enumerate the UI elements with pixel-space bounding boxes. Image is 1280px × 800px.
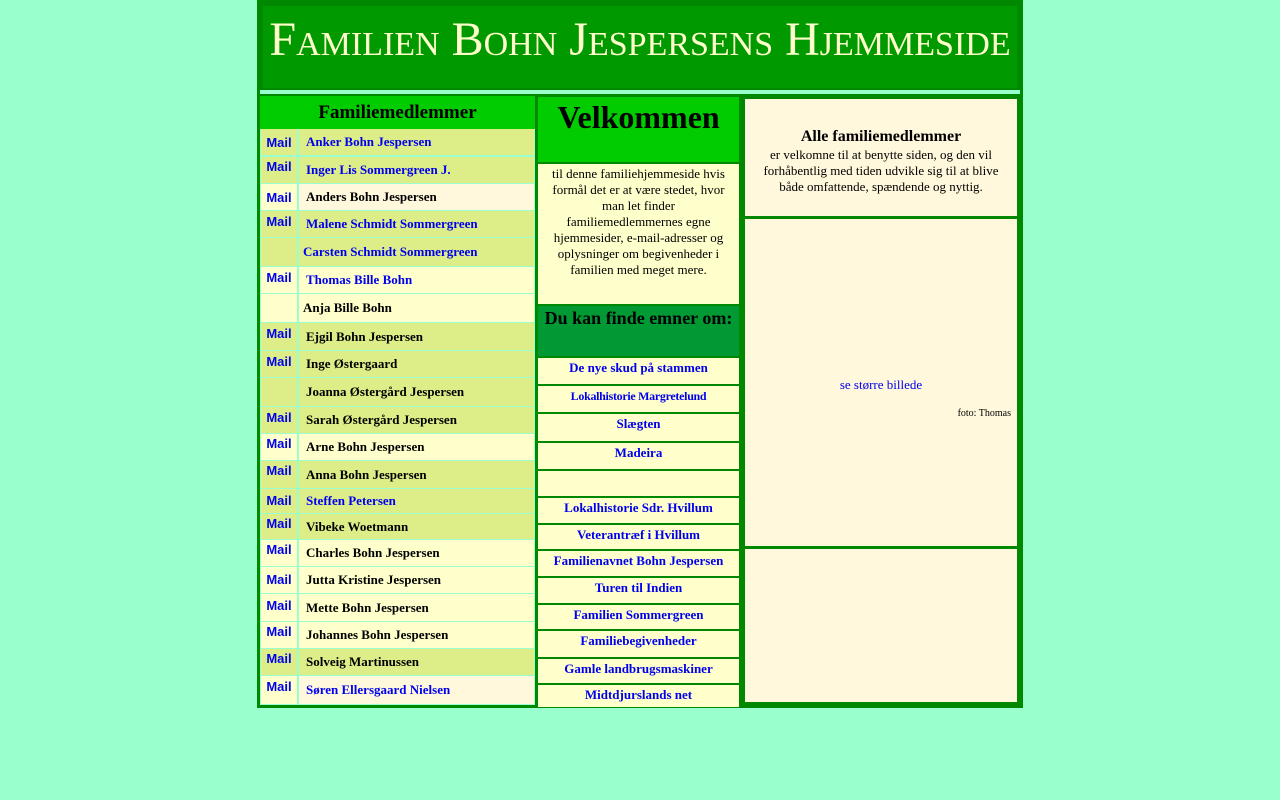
member-mail-link[interactable]: Mail — [261, 211, 297, 237]
member-mail-link[interactable]: Mail — [261, 434, 297, 460]
member-mail-link — [261, 238, 297, 266]
topic-link[interactable]: Familien Sommergreen — [538, 605, 739, 629]
all-members-box — [745, 99, 1017, 216]
member-mail-link[interactable]: Mail — [261, 184, 297, 210]
topic-empty — [538, 471, 739, 496]
member-name: Ejgil Bohn Jespersen — [299, 323, 534, 350]
member-name[interactable]: Thomas Bille Bohn — [299, 267, 534, 293]
member-row — [260, 567, 535, 594]
member-row — [260, 323, 535, 351]
member-name: Arne Bohn Jespersen — [299, 434, 534, 460]
member-mail-link[interactable]: Mail — [261, 351, 297, 377]
member-name[interactable]: Anker Bohn Jespersen — [299, 129, 534, 155]
bigger-image-link[interactable]: se større billede — [839, 377, 923, 392]
member-name: Solveig Martinussen — [299, 649, 534, 675]
member-row — [260, 294, 535, 323]
member-row — [260, 649, 535, 676]
topic-link[interactable]: Gamle landbrugsmaskiner — [538, 659, 739, 683]
member-name: Anja Bille Bohn — [299, 294, 534, 322]
member-mail-link — [261, 378, 297, 406]
photo-box — [745, 219, 1017, 546]
member-row — [260, 351, 535, 378]
member-name: Anna Bohn Jespersen — [299, 461, 534, 488]
photo-credit: foto: Thomas — [957, 408, 1011, 419]
member-mail-link — [261, 294, 297, 322]
topic-link[interactable]: Lokalhistorie Sdr. Hvillum — [538, 498, 739, 523]
member-mail-link[interactable]: Mail — [261, 489, 297, 513]
site-header — [263, 6, 1017, 88]
member-mail-link[interactable]: Mail — [261, 622, 297, 648]
member-mail-link[interactable]: Mail — [261, 676, 297, 704]
member-row — [260, 157, 535, 184]
member-row — [260, 540, 535, 567]
middle-column — [537, 96, 740, 707]
empty-box — [745, 549, 1017, 702]
topic-link[interactable]: Veterantræf i Hvillum — [538, 525, 739, 549]
member-name[interactable]: Malene Schmidt Sommergreen — [299, 211, 534, 237]
member-mail-link[interactable]: Mail — [261, 129, 297, 155]
right-column — [742, 96, 1020, 706]
member-row — [260, 489, 535, 514]
family-members-heading: Familiemedlemmer — [260, 96, 535, 129]
member-row — [260, 461, 535, 489]
member-row — [260, 267, 535, 294]
all-members-heading: Alle familiemedlemmer — [800, 128, 962, 145]
all-members-text: er velkomne til at benytte siden, og den vil forhåbentlig med tiden udvikle sig til at blive både omfattende, spændende og nyttig. — [763, 147, 999, 194]
member-name[interactable]: Carsten Schmidt Sommergreen — [299, 238, 534, 266]
member-name[interactable]: Søren Ellersgaard Nielsen — [299, 676, 534, 704]
member-name: Inge Østergaard — [299, 351, 534, 377]
family-members-panel — [260, 96, 535, 705]
member-mail-link[interactable]: Mail — [261, 157, 297, 183]
member-name: Anders Bohn Jespersen — [299, 184, 534, 210]
member-mail-link[interactable]: Mail — [261, 540, 297, 566]
topics-heading: Du kan finde emner om: — [538, 306, 739, 356]
member-name: Mette Bohn Jespersen — [299, 594, 534, 621]
member-mail-link[interactable]: Mail — [261, 323, 297, 350]
member-name[interactable]: Inger Lis Sommergreen J. — [299, 157, 534, 183]
topic-link[interactable]: Familiebegivenheder — [538, 631, 739, 657]
member-row — [260, 184, 535, 211]
topic-link[interactable]: Madeira — [538, 443, 739, 469]
member-name: Charles Bohn Jespersen — [299, 540, 534, 566]
member-row — [260, 676, 535, 705]
member-mail-link[interactable]: Mail — [261, 461, 297, 488]
topic-link[interactable]: Slægten — [538, 414, 739, 441]
member-name: Sarah Østergård Jespersen — [299, 407, 534, 433]
topic-link[interactable]: De nye skud på stammen — [538, 358, 739, 384]
member-row — [260, 622, 535, 649]
member-mail-link[interactable]: Mail — [261, 649, 297, 675]
topic-link[interactable]: Midtdjurslands net — [538, 685, 739, 707]
member-mail-link[interactable]: Mail — [261, 407, 297, 433]
member-row — [260, 378, 535, 407]
member-mail-link[interactable]: Mail — [261, 514, 297, 539]
member-name: Vibeke Woetmann — [299, 514, 534, 539]
topic-link[interactable]: Familienavnet Bohn Jespersen — [538, 551, 739, 576]
member-row — [260, 434, 535, 461]
member-mail-link[interactable]: Mail — [261, 594, 297, 621]
member-name: Jutta Kristine Jespersen — [299, 567, 534, 593]
welcome-heading: Velkommen — [538, 97, 739, 162]
member-row — [260, 211, 535, 238]
site-title: Familien Bohn Jespersens Hjemmeside — [269, 13, 1011, 66]
member-name[interactable]: Steffen Petersen — [299, 489, 534, 513]
member-row — [260, 514, 535, 540]
member-name: Johannes Bohn Jespersen — [299, 622, 534, 648]
member-row — [260, 594, 535, 622]
member-mail-link[interactable]: Mail — [261, 567, 297, 593]
member-row — [260, 238, 535, 267]
header-divider — [260, 90, 1020, 94]
member-row — [260, 407, 535, 434]
member-mail-link[interactable]: Mail — [261, 267, 297, 293]
topic-link[interactable]: Turen til Indien — [538, 578, 739, 603]
welcome-text: til denne familiehjemmeside hvis formål det er at være stedet, hvor man let finder familiemedlemmernes egne hjemmesider, e-mail-adresser og oplysninger om begivenheder i familien med meget mere. — [538, 164, 739, 304]
member-row — [260, 129, 535, 156]
member-name: Joanna Østergård Jespersen — [299, 378, 534, 406]
topic-link[interactable]: Lokalhistorie Margretelund — [538, 386, 739, 412]
